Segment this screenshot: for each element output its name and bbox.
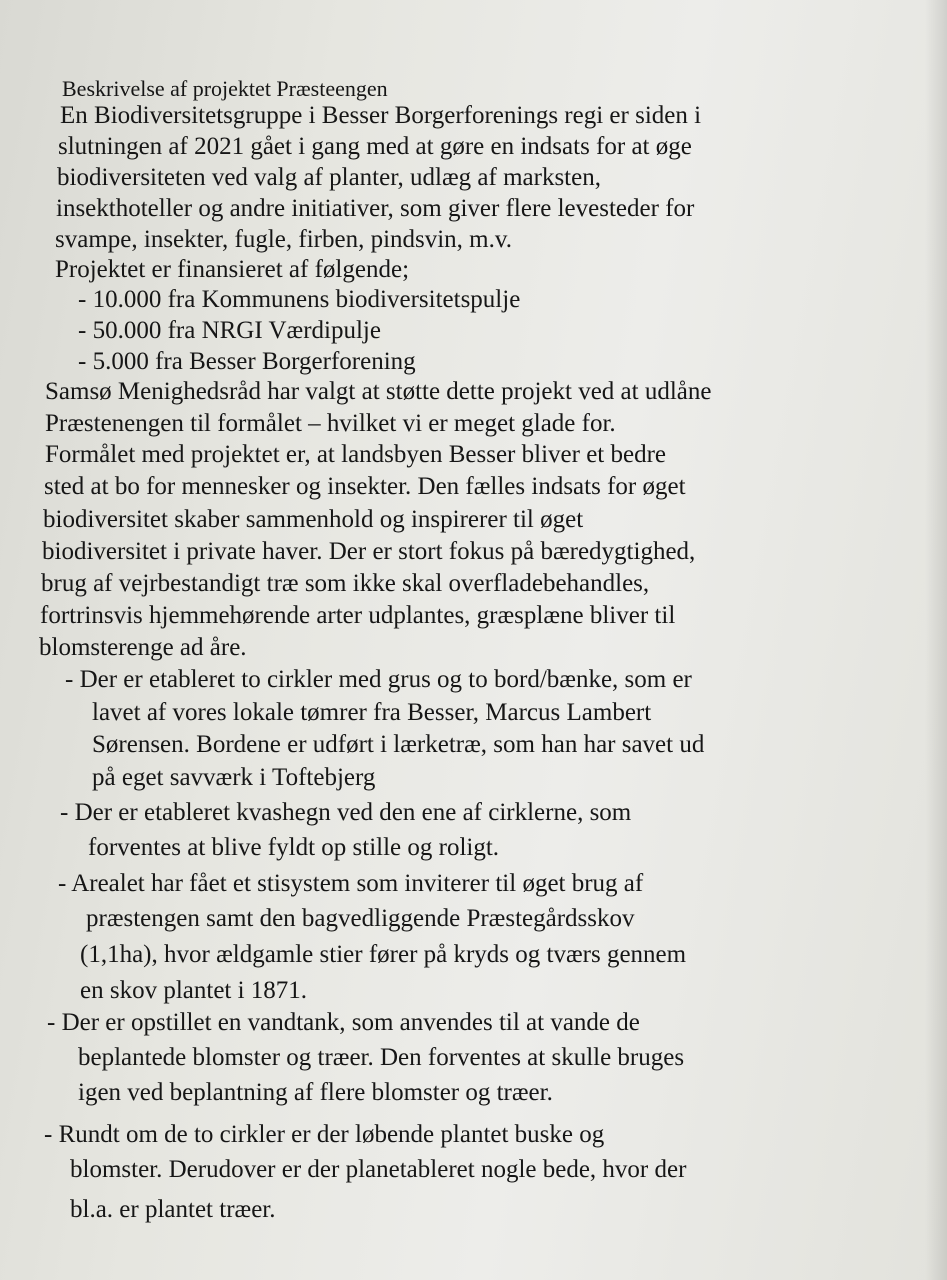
list-item: - Rundt om de to cirkler er der løbende plantet buske og	[44, 1121, 605, 1148]
text-line: Samsø Menighedsråd har valgt at støtte dette projekt ved at udlåne	[45, 378, 712, 405]
text-line: brug af vejrbestandigt træ som ikke skal overfladebehandles,	[41, 570, 650, 597]
list-item-continuation: præstengen samt den bagvedliggende Præstegårdsskov	[86, 905, 635, 932]
text-line: blomsterenge ad åre.	[39, 634, 247, 661]
list-item-continuation: bl.a. er plantet træer.	[70, 1196, 276, 1223]
text-line: insekthoteller og andre initiativer, som giver flere levesteder for	[56, 195, 695, 222]
text-line: svampe, insekter, fugle, firben, pindsvin, m.v.	[55, 226, 513, 253]
list-item-continuation: Sørensen. Bordene er udført i lærketræ, som han har savet ud	[92, 731, 705, 758]
list-item-continuation: beplantede blomster og træer. Den forventes at skulle bruges	[78, 1044, 685, 1071]
list-item: - Der er etableret to cirkler med grus og to bord/bænke, som er	[65, 666, 692, 693]
list-item: - 5.000 fra Besser Borgerforening	[78, 348, 416, 375]
text-line: biodiversitet skaber sammenhold og inspirerer til øget	[43, 506, 584, 533]
text-line: biodiversiteten ved valg af planter, udlæg af marksten,	[57, 164, 601, 191]
list-item: - Der er etableret kvashegn ved den ene af cirklerne, som	[60, 799, 632, 826]
list-item-continuation: blomster. Derudover er der planetableret nogle bede, hvor der	[70, 1156, 687, 1183]
text-line: fortrinsvis hjemmehørende arter udplantes, græsplæne bliver til	[40, 602, 676, 629]
list-item: - Der er opstillet en vandtank, som anvendes til at vande de	[47, 1009, 640, 1036]
list-item-continuation: (1,1ha), hvor ældgamle stier fører på kryds og tværs gennem	[80, 941, 687, 968]
text-line: En Biodiversitetsgruppe i Besser Borgerforenings regi er siden i	[60, 102, 702, 129]
text-line: sted at bo for mennesker og insekter. Den fælles indsats for øget	[44, 473, 686, 500]
list-item-continuation: på eget savværk i Toftebjerg	[92, 764, 376, 791]
list-item: - 50.000 fra NRGI Værdipulje	[78, 317, 381, 344]
document-title: Beskrivelse af projektet Præsteengen	[62, 76, 388, 101]
text-line: Præstenengen til formålet – hvilket vi er meget glade for.	[45, 410, 616, 437]
list-item-continuation: lavet af vores lokale tømrer fra Besser, Marcus Lambert	[92, 699, 652, 726]
list-item-continuation: igen ved beplantning af flere blomster og træer.	[78, 1079, 553, 1106]
text-line: Formålet med projektet er, at landsbyen Besser bliver et bedre	[45, 441, 667, 468]
text-line: Projektet er finansieret af følgende;	[55, 256, 410, 283]
list-item: - 10.000 fra Kommunens biodiversitetspulje	[78, 286, 521, 313]
list-item-continuation: forventes at blive fyldt op stille og roligt.	[88, 834, 500, 861]
list-item-continuation: en skov plantet i 1871.	[80, 977, 308, 1004]
list-item: - Arealet har fået et stisystem som inviterer til øget brug af	[58, 870, 644, 897]
text-line: biodiversitet i private haver. Der er stort fokus på bæredygtighed,	[42, 538, 696, 565]
text-line: slutningen af 2021 gået i gang med at gøre en indsats for at øge	[58, 133, 692, 160]
